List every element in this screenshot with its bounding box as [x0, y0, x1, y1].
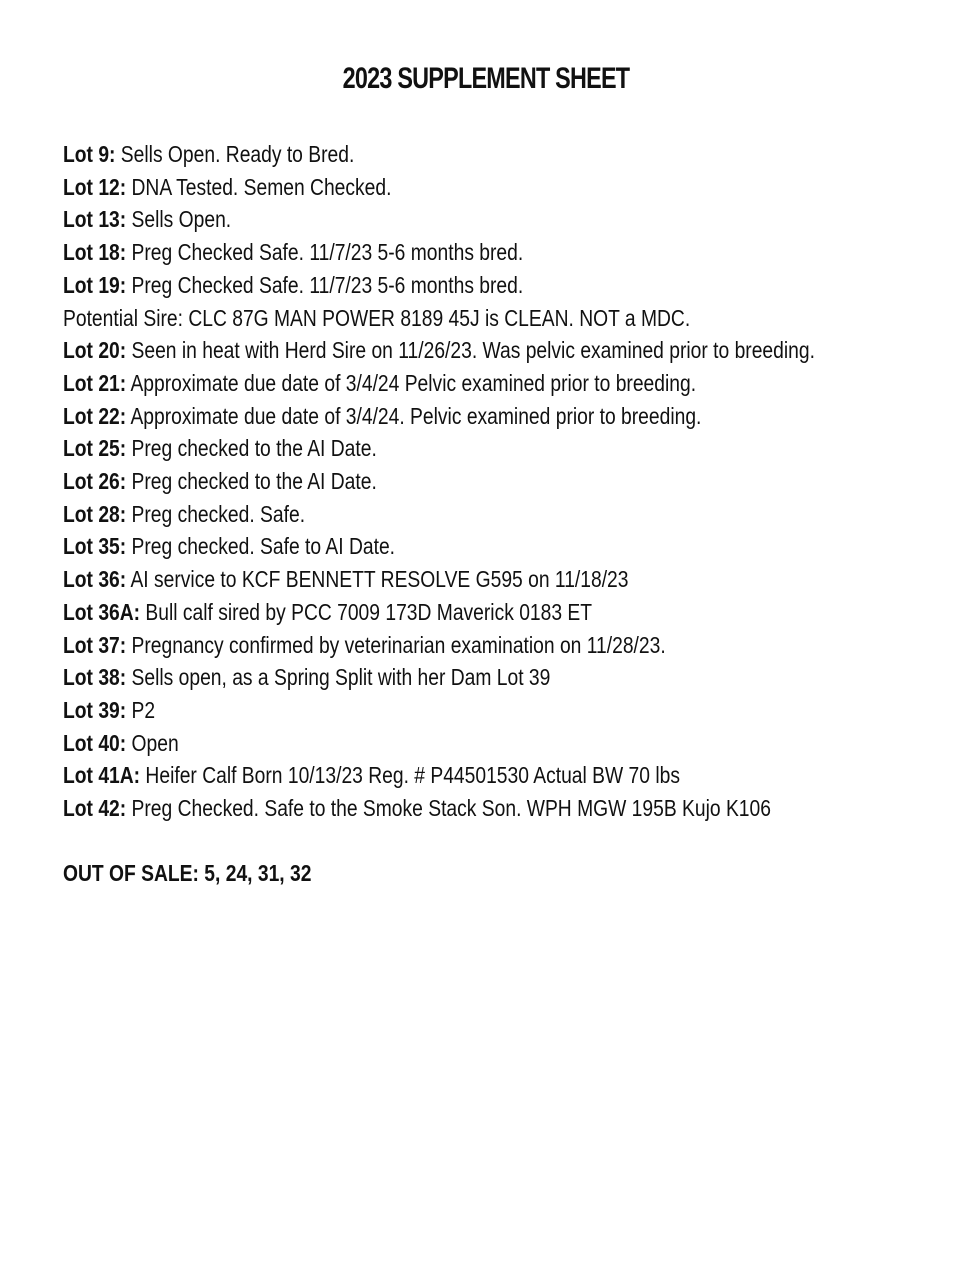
lot-number: Lot 21: [63, 369, 127, 396]
list-item [63, 661, 965, 694]
list-item [63, 498, 965, 531]
list-item [63, 302, 965, 335]
lot-note: Open [126, 729, 179, 756]
list-item [63, 694, 965, 727]
lot-note: Approximate due date of 3/4/24 Pelvic examined prior to breeding. [126, 369, 697, 396]
lot-note: Preg Checked. Safe to the Smoke Stack Son. WPH MGW 195B Kujo K106 [126, 795, 771, 822]
lot-note: Preg Checked Safe. 11/7/23 5-6 months bred. [126, 271, 524, 298]
out-of-sale-note: OUT OF SALE: 5, 24, 31, 32 [63, 860, 312, 886]
lot-number: Lot 37: [63, 631, 127, 658]
lot-note: Seen in heat with Herd Sire on 11/26/23. Was pelvic examined prior to breeding. [126, 337, 815, 364]
lot-number: Lot 20: [63, 337, 127, 364]
list-item [63, 629, 965, 662]
lot-number: Lot 40: [63, 729, 127, 756]
list-item [63, 138, 965, 171]
list-item [63, 727, 965, 760]
lot-note: Sells open, as a Spring Split with her Dam Lot 39 [126, 664, 551, 691]
lot-note: Preg checked to the AI Date. [126, 435, 377, 462]
lot-number: Lot 26: [63, 468, 127, 495]
lot-number: Lot 28: [63, 500, 127, 527]
lot-number: Lot 39: [63, 696, 127, 723]
list-item [63, 465, 965, 498]
lot-note: Preg checked. Safe. [126, 500, 306, 527]
lot-number: Lot 9: [63, 141, 116, 167]
list-item [63, 530, 965, 563]
lot-note: Preg Checked Safe. 11/7/23 5-6 months bred. [126, 239, 524, 266]
list-item [63, 367, 965, 400]
list-item [63, 269, 965, 302]
list-item [63, 563, 965, 596]
list-item [63, 596, 965, 629]
lot-number: Lot 18: [63, 239, 127, 266]
lot-note: DNA Tested. Semen Checked. [126, 173, 392, 200]
lot-number: Lot 13: [63, 206, 127, 233]
list-item [63, 400, 965, 433]
list-item [63, 759, 965, 792]
lot-number: Lot 36A: [63, 598, 141, 625]
list-item [63, 334, 965, 367]
lot-number: Lot 42: [63, 795, 127, 822]
lot-number: Lot 36: [63, 566, 127, 593]
lot-note: AI service to KCF BENNETT RESOLVE G595 on 11/18/23 [126, 566, 629, 593]
lot-note: Bull calf sired by PCC 7009 173D Maverick 0183 ET [140, 598, 593, 625]
list-item [63, 203, 965, 236]
lot-note: Pregnancy confirmed by veterinarian examination on 11/28/23. [126, 631, 666, 658]
lot-number: Lot 19: [63, 271, 127, 298]
list-item [63, 236, 965, 269]
list-item [63, 792, 965, 825]
lot-note: Potential Sire: CLC 87G MAN POWER 8189 45J is CLEAN. NOT a MDC. [63, 304, 691, 331]
lot-note: Preg checked. Safe to AI Date. [126, 533, 396, 560]
lot-note: Heifer Calf Born 10/13/23 Reg. # P44501530 Actual BW 70 lbs [140, 762, 680, 789]
lot-number: Lot 35: [63, 533, 127, 560]
lot-number: Lot 22: [63, 402, 127, 429]
page-title: 2023 SUPPLEMENT SHEET [342, 62, 630, 95]
lot-number: Lot 41A: [63, 762, 141, 789]
lot-number: Lot 25: [63, 435, 127, 462]
list-item [63, 432, 965, 465]
lot-note: Approximate due date of 3/4/24. Pelvic examined prior to breeding. [126, 402, 702, 429]
lot-number: Lot 38: [63, 664, 127, 691]
list-item [63, 171, 965, 204]
lot-notes-list [63, 138, 965, 825]
lot-note: Preg checked to the AI Date. [126, 468, 377, 495]
lot-number: Lot 12: [63, 173, 127, 200]
lot-note: Sells Open. [126, 206, 232, 233]
lot-note: Sells Open. Ready to Bred. [115, 141, 355, 167]
lot-note: P2 [126, 696, 156, 723]
